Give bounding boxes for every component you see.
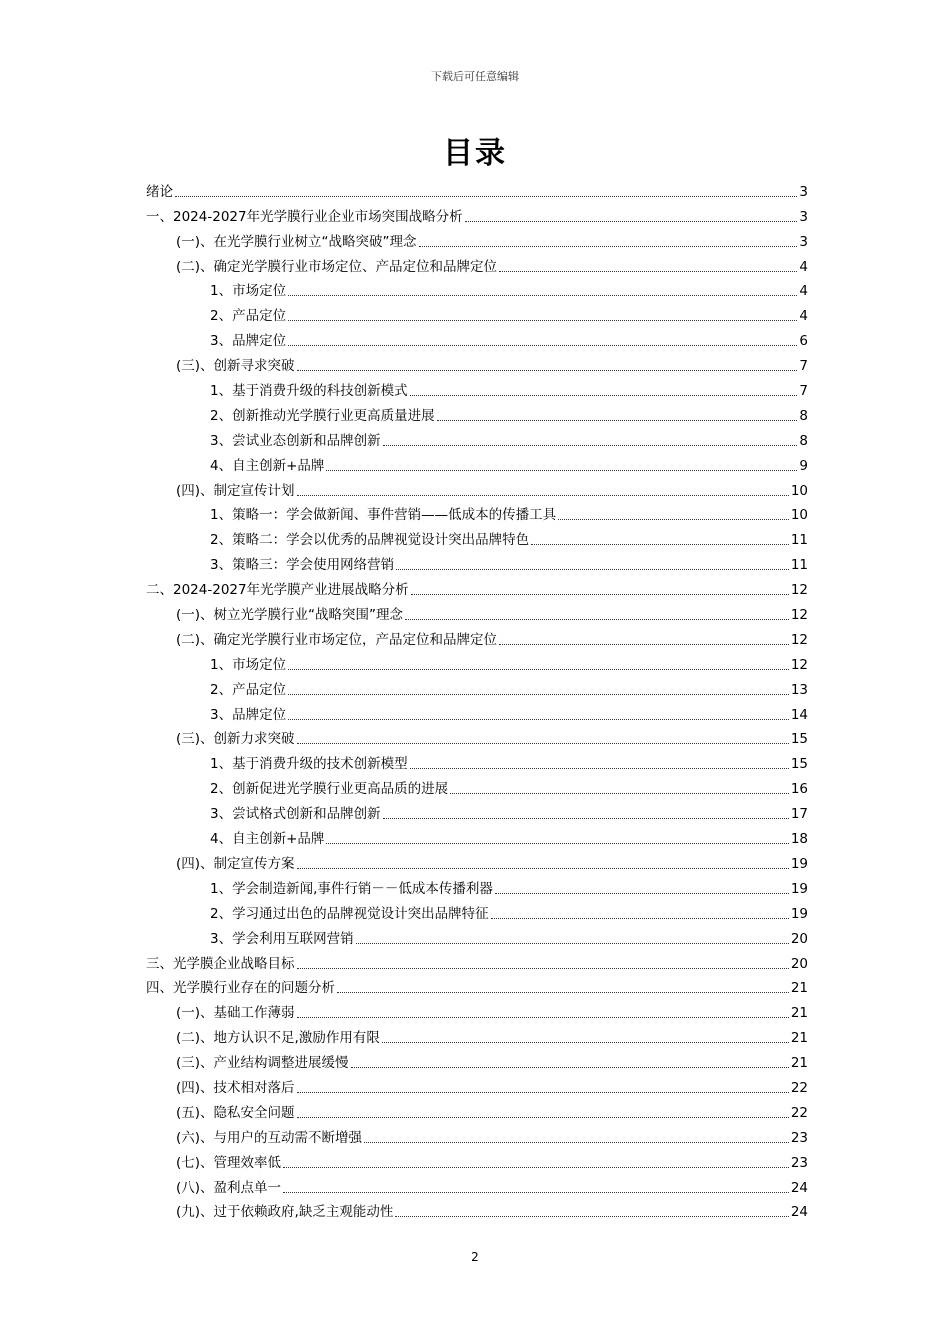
toc-leader-dots <box>297 1117 789 1118</box>
toc-entry-page: 19 <box>790 880 808 897</box>
page-header: 下载后可任意编辑 <box>431 70 519 83</box>
toc-entry-page: 12 <box>790 631 808 648</box>
toc-leader-dots <box>337 992 789 993</box>
toc-leader-dots <box>405 619 789 620</box>
toc-entry-page: 15 <box>790 731 808 748</box>
toc-entry-page: 4 <box>799 258 808 275</box>
toc-entry-label: (一)、树立光学膜行业“战略突围”理念 <box>176 607 404 624</box>
toc-entry-label: (二)、确定光学膜行业市场定位、产品定位和品牌定位 <box>176 258 498 275</box>
toc-entry[interactable] <box>146 823 808 848</box>
toc-entry-label: 1、基于消费升级的技术创新模型 <box>210 756 408 773</box>
toc-entry-label: (九)、过于依赖政府,缺乏主观能动性 <box>176 1204 394 1221</box>
toc-entry-page: 4 <box>799 308 808 325</box>
toc-leader-dots <box>410 395 798 396</box>
toc-leader-dots <box>351 1067 789 1068</box>
toc-entry-page: 24 <box>790 1204 808 1221</box>
toc-entry[interactable] <box>146 1047 808 1072</box>
toc-leader-dots <box>288 669 789 670</box>
toc-leader-dots <box>288 719 789 720</box>
toc-entry-page: 18 <box>790 831 808 848</box>
toc-leader-dots <box>297 868 789 869</box>
toc-entry-label: 3、尝试业态创新和品牌创新 <box>210 432 381 449</box>
toc-leader-dots <box>419 246 798 247</box>
toc-entry-page: 4 <box>799 283 808 300</box>
toc-entry[interactable] <box>146 798 808 823</box>
toc-entry-page: 9 <box>799 457 808 474</box>
table-of-contents <box>146 176 808 1221</box>
toc-entry[interactable] <box>146 1147 808 1172</box>
toc-entry-label: (五)、隐私安全问题 <box>176 1104 295 1121</box>
toc-entry[interactable] <box>146 1122 808 1147</box>
toc-leader-dots <box>396 569 789 570</box>
toc-entry-label: (八)、盈利点单一 <box>176 1179 282 1196</box>
toc-entry-page: 17 <box>790 806 808 823</box>
toc-entry[interactable] <box>146 450 808 475</box>
toc-entry-label: 3、品牌定位 <box>210 706 287 723</box>
toc-entry-page: 12 <box>790 582 808 599</box>
toc-entry-page: 14 <box>790 706 808 723</box>
toc-entry[interactable] <box>146 1022 808 1047</box>
toc-entry[interactable] <box>146 649 808 674</box>
toc-entry-label: 4、自主创新+品牌 <box>210 831 325 848</box>
toc-leader-dots <box>411 594 789 595</box>
toc-entry-page: 12 <box>790 607 808 624</box>
toc-leader-dots <box>288 295 797 296</box>
toc-leader-dots <box>410 768 789 769</box>
toc-leader-dots <box>297 743 789 744</box>
toc-leader-dots <box>558 519 789 520</box>
toc-entry-label: 2、创新促进光学膜行业更高品质的进展 <box>210 781 449 798</box>
toc-entry-label: 1、市场定位 <box>210 656 287 673</box>
toc-leader-dots <box>288 345 797 346</box>
toc-entry-label: 1、策略一：学会做新闻、事件营销——低成本的传播工具 <box>210 507 557 524</box>
toc-leader-dots <box>297 1092 789 1093</box>
toc-leader-dots <box>465 221 798 222</box>
toc-entry[interactable] <box>146 524 808 549</box>
toc-leader-dots <box>283 1167 789 1168</box>
toc-entry[interactable] <box>146 1197 808 1222</box>
page-number: 2 <box>471 1250 479 1264</box>
toc-leader-dots <box>395 1216 788 1217</box>
toc-entry[interactable] <box>146 201 808 226</box>
toc-entry[interactable] <box>146 948 808 973</box>
toc-entry[interactable] <box>146 724 808 749</box>
toc-entry-page: 21 <box>790 1055 808 1072</box>
toc-entry[interactable] <box>146 549 808 574</box>
toc-entry-label: (四)、制定宣传计划 <box>176 482 295 499</box>
toc-entry-label: 一、2024-2027年光学膜行业企业市场突围战略分析 <box>146 208 463 225</box>
toc-entry-page: 21 <box>790 980 808 997</box>
toc-leader-dots <box>326 470 797 471</box>
toc-entry[interactable] <box>146 226 808 251</box>
toc-entry-page: 23 <box>790 1154 808 1171</box>
toc-entry-page: 12 <box>790 656 808 673</box>
toc-entry-label: 3、尝试格式创新和品牌创新 <box>210 806 381 823</box>
toc-entry-page: 15 <box>790 756 808 773</box>
toc-entry[interactable] <box>146 873 808 898</box>
toc-entry-label: 二、2024-2027年光学膜产业进展战略分析 <box>146 582 409 599</box>
toc-leader-dots <box>491 918 789 919</box>
toc-entry[interactable] <box>146 898 808 923</box>
toc-leader-dots <box>288 694 789 695</box>
toc-leader-dots <box>288 320 797 321</box>
toc-entry-label: 1、基于消费升级的科技创新模式 <box>210 383 408 400</box>
toc-entry-label: 4、自主创新+品牌 <box>210 457 325 474</box>
toc-entry[interactable] <box>146 773 808 798</box>
toc-leader-dots <box>382 1042 789 1043</box>
toc-entry-label: (二)、确定光学膜行业市场定位，产品定位和品牌定位 <box>176 631 498 648</box>
toc-entry[interactable] <box>146 276 808 301</box>
toc-entry[interactable] <box>146 475 808 500</box>
toc-entry[interactable] <box>146 251 808 276</box>
toc-entry-label: (七)、管理效率低 <box>176 1154 282 1171</box>
toc-leader-dots <box>297 1017 789 1018</box>
toc-entry[interactable] <box>146 1172 808 1197</box>
toc-leader-dots <box>297 370 798 371</box>
toc-leader-dots <box>283 1192 789 1193</box>
toc-entry[interactable] <box>146 574 808 599</box>
toc-leader-dots <box>499 271 797 272</box>
toc-entry-label: (四)、制定宣传方案 <box>176 855 295 872</box>
toc-entry-page: 24 <box>790 1179 808 1196</box>
toc-entry-page: 19 <box>790 905 808 922</box>
toc-entry[interactable] <box>146 400 808 425</box>
toc-entry-page: 7 <box>799 383 808 400</box>
toc-entry-label: (一)、基础工作薄弱 <box>176 1005 295 1022</box>
toc-entry-label: 绪论 <box>146 183 173 200</box>
toc-entry-label: (六)、与用户的互动需不断增强 <box>176 1129 363 1146</box>
toc-entry-page: 21 <box>790 1030 808 1047</box>
toc-leader-dots <box>356 943 789 944</box>
toc-entry[interactable] <box>146 973 808 998</box>
toc-entry[interactable] <box>146 300 808 325</box>
toc-entry-page: 3 <box>799 183 808 200</box>
toc-entry-label: 2、产品定位 <box>210 681 287 698</box>
toc-entry-label: 2、策略二：学会以优秀的品牌视觉设计突出品牌特色 <box>210 532 530 549</box>
toc-entry[interactable] <box>146 674 808 699</box>
toc-leader-dots <box>326 843 788 844</box>
toc-entry[interactable] <box>146 848 808 873</box>
toc-entry-page: 16 <box>790 781 808 798</box>
toc-entry-label: 四、光学膜行业存在的问题分析 <box>146 980 335 997</box>
toc-entry-label: (三)、创新寻求突破 <box>176 358 295 375</box>
toc-entry-label: 3、学会利用互联网营销 <box>210 930 354 947</box>
toc-leader-dots <box>495 893 789 894</box>
toc-entry[interactable] <box>146 325 808 350</box>
toc-entry-label: 2、学习通过出色的品牌视觉设计突出品牌特征 <box>210 905 489 922</box>
toc-entry-page: 7 <box>799 358 808 375</box>
toc-entry-label: (三)、产业结构调整进展缓慢 <box>176 1055 349 1072</box>
toc-entry[interactable] <box>146 375 808 400</box>
toc-leader-dots <box>175 196 797 197</box>
toc-entry-page: 20 <box>790 930 808 947</box>
toc-entry-label: 1、市场定位 <box>210 283 287 300</box>
toc-entry-label: (二)、地方认识不足,激励作用有限 <box>176 1030 380 1047</box>
toc-entry[interactable] <box>146 350 808 375</box>
toc-entry-page: 10 <box>790 482 808 499</box>
toc-entry[interactable] <box>146 923 808 948</box>
toc-leader-dots <box>499 644 789 645</box>
toc-entry-page: 10 <box>790 507 808 524</box>
toc-leader-dots <box>383 445 798 446</box>
toc-leader-dots <box>450 793 789 794</box>
toc-entry-page: 19 <box>790 855 808 872</box>
toc-entry[interactable] <box>146 1097 808 1122</box>
toc-entry[interactable] <box>146 176 808 201</box>
toc-entry-label: 三、光学膜企业战略目标 <box>146 955 295 972</box>
toc-entry[interactable] <box>146 997 808 1022</box>
toc-entry[interactable] <box>146 1072 808 1097</box>
toc-entry-page: 20 <box>790 955 808 972</box>
toc-entry-label: 2、产品定位 <box>210 308 287 325</box>
toc-entry-page: 22 <box>790 1104 808 1121</box>
toc-entry-label: 3、策略三：学会使用网络营销 <box>210 557 395 574</box>
toc-entry-label: (三)、创新力求突破 <box>176 731 295 748</box>
toc-entry-page: 3 <box>799 208 808 225</box>
toc-entry-page: 11 <box>790 532 808 549</box>
toc-leader-dots <box>531 544 789 545</box>
toc-entry[interactable] <box>146 500 808 525</box>
toc-entry-page: 6 <box>799 333 808 350</box>
toc-entry[interactable] <box>146 624 808 649</box>
toc-entry-page: 11 <box>790 557 808 574</box>
toc-entry-page: 13 <box>790 681 808 698</box>
toc-entry-label: 1、学会制造新闻,事件行销－－低成本传播利器 <box>210 880 493 897</box>
toc-entry-label: (四)、技术相对落后 <box>176 1079 295 1096</box>
toc-entry[interactable] <box>146 748 808 773</box>
toc-leader-dots <box>297 495 789 496</box>
toc-entry-page: 22 <box>790 1079 808 1096</box>
page-title: 目录 <box>443 136 507 171</box>
toc-leader-dots <box>437 420 798 421</box>
toc-entry-page: 21 <box>790 1005 808 1022</box>
toc-entry-page: 23 <box>790 1129 808 1146</box>
toc-leader-dots <box>364 1142 789 1143</box>
toc-entry[interactable] <box>146 599 808 624</box>
toc-entry-label: 2、创新推动光学膜行业更高质量进展 <box>210 407 435 424</box>
toc-entry[interactable] <box>146 425 808 450</box>
toc-entry-page: 8 <box>799 432 808 449</box>
toc-entry-page: 3 <box>799 233 808 250</box>
toc-entry[interactable] <box>146 699 808 724</box>
toc-entry-label: 3、品牌定位 <box>210 333 287 350</box>
toc-entry-page: 8 <box>799 407 808 424</box>
toc-leader-dots <box>383 818 789 819</box>
toc-entry-label: (一)、在光学膜行业树立“战略突破”理念 <box>176 233 417 250</box>
toc-leader-dots <box>297 968 789 969</box>
